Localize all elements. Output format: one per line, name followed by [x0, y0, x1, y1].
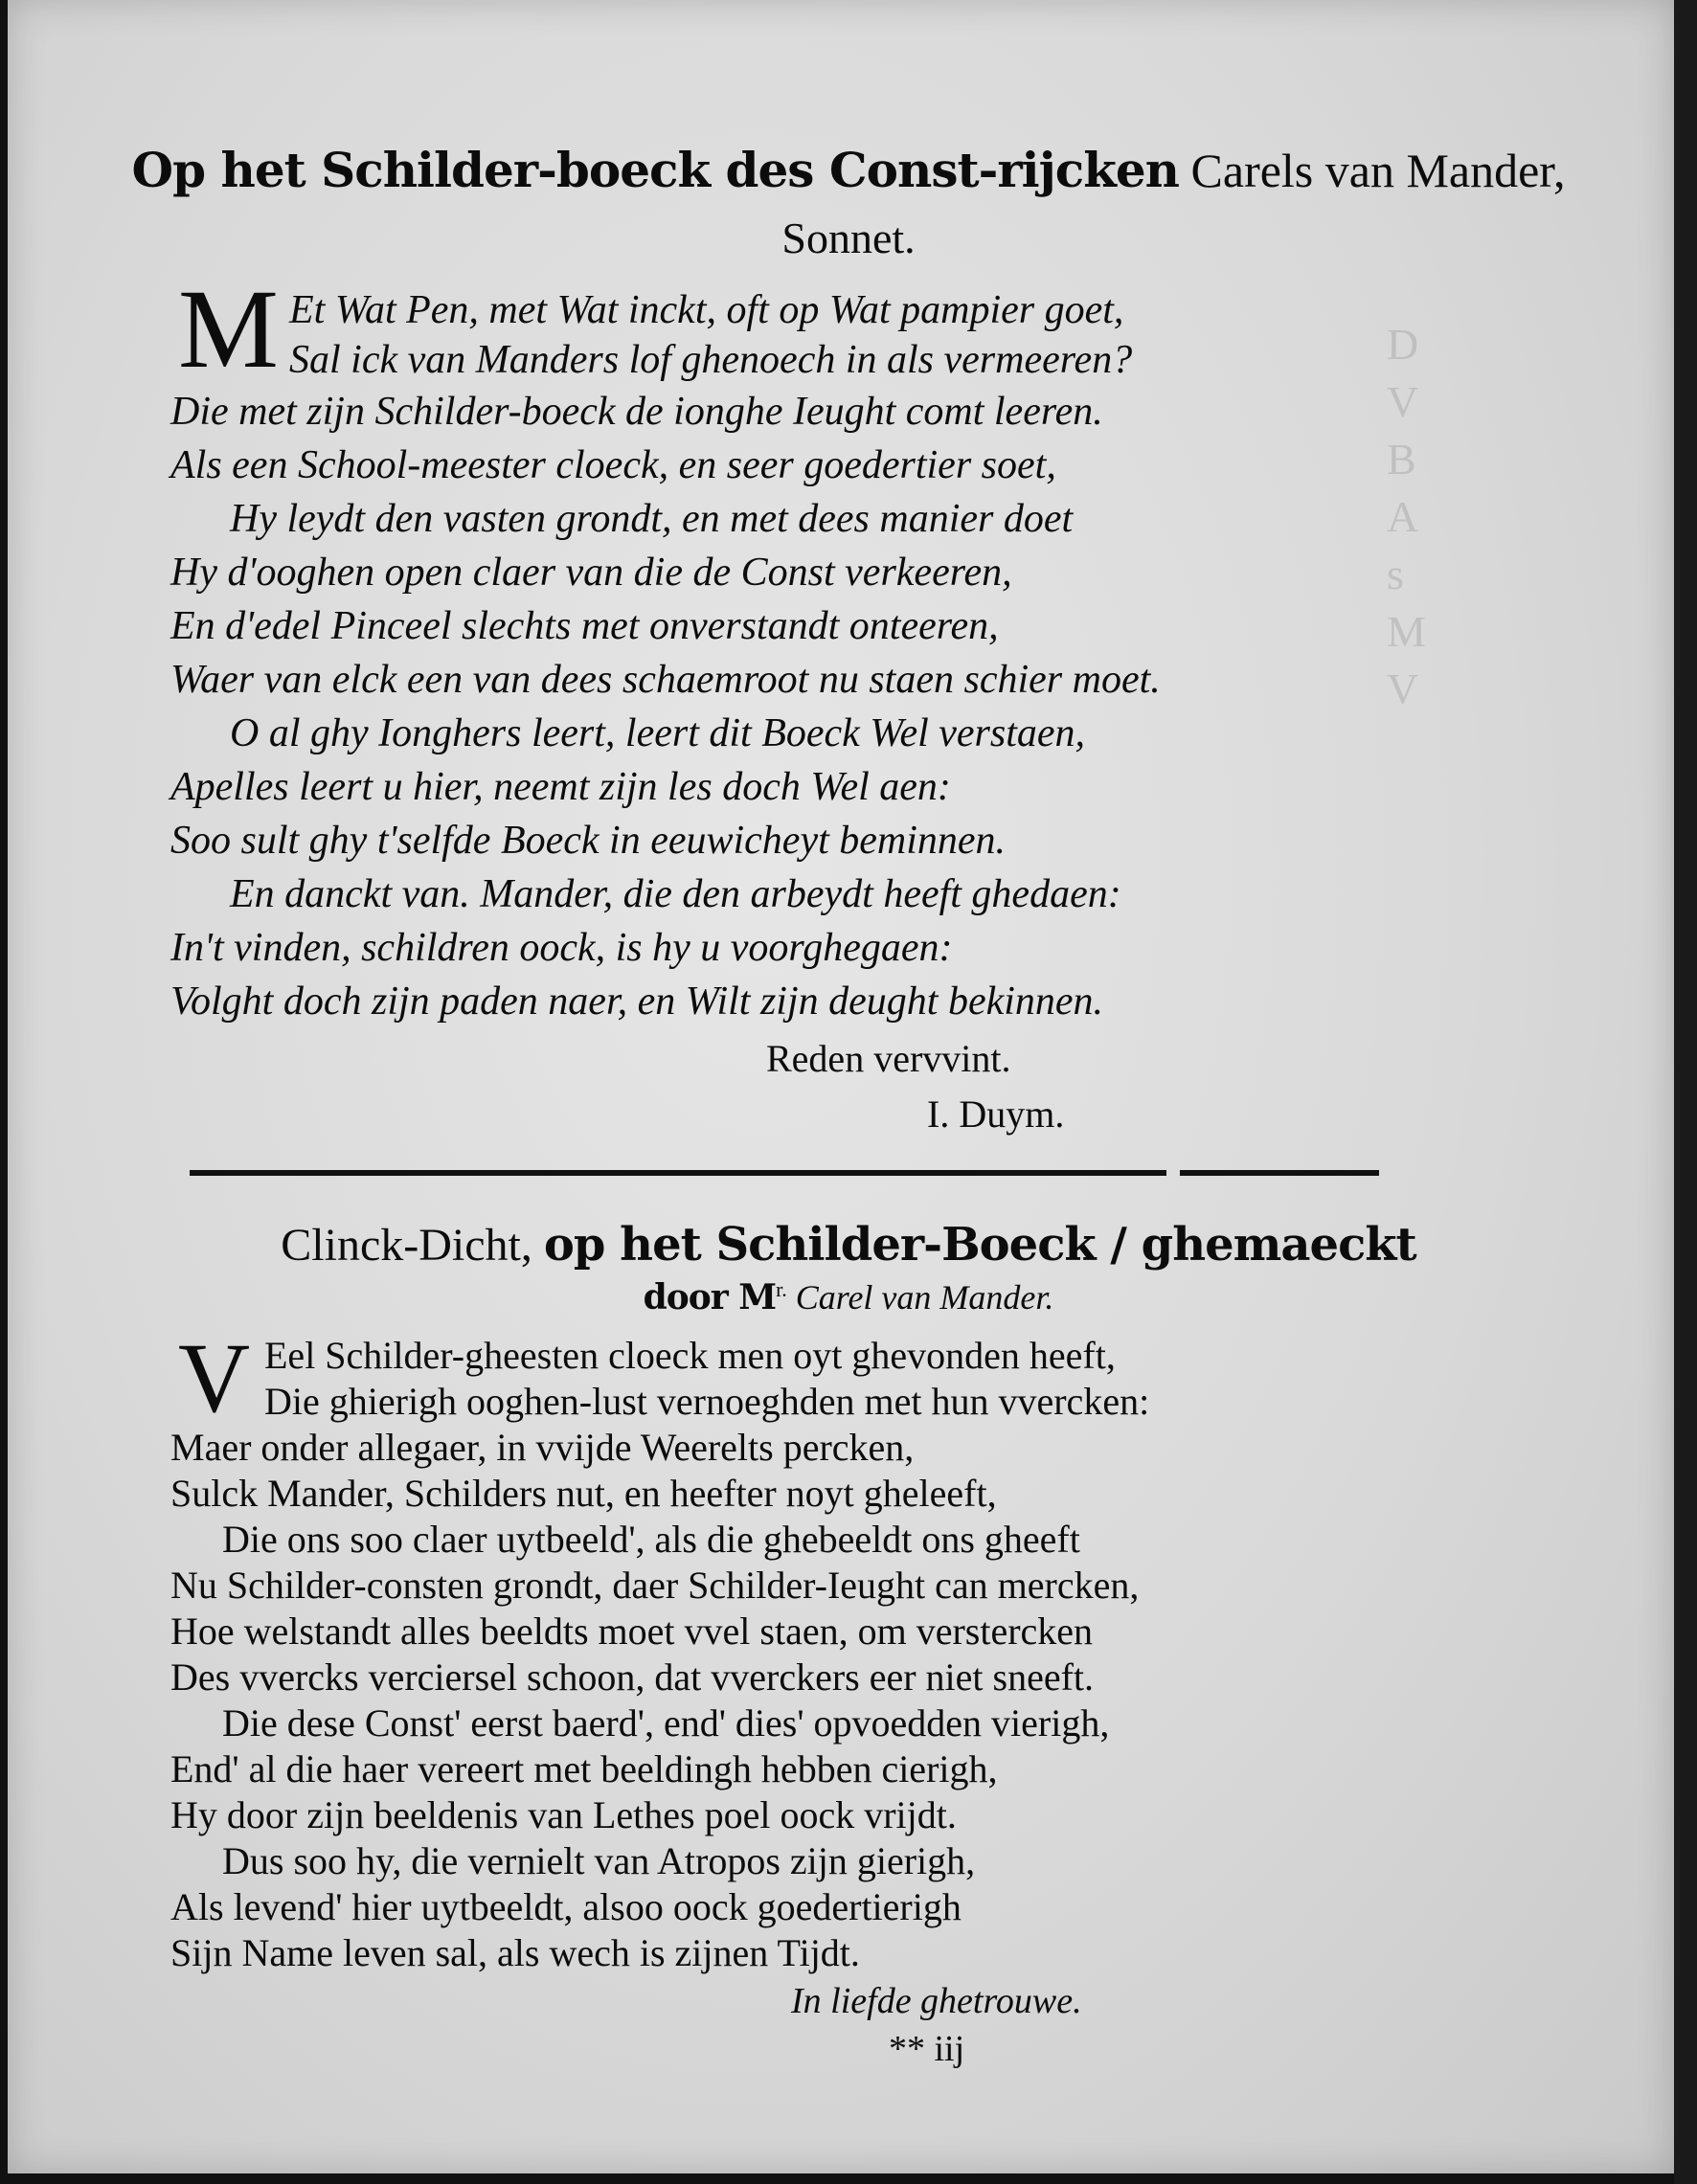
sonnet-line-4: Als een School-meester cloeck, en seer goedertier soet,: [170, 443, 1056, 487]
clinck-line-2: Die ghierigh ooghen-lust vernoeghden met hun vvercken:: [264, 1380, 1150, 1423]
sonnet-line-1: Et Wat Pen, met Wat inckt, oft op Wat pampier goet,: [289, 288, 1124, 332]
sonnet-line-8: Waer van elck een van dees schaemroot nu staen schier moet.: [170, 658, 1161, 702]
clinck-line-8: Des vvercks verciersel schoon, dat vverckers eer niet sneeft.: [170, 1655, 1095, 1699]
clinck-drop-cap: V: [178, 1323, 251, 1433]
clinck-line-5: Die ons soo claer uytbeeld', als die ghebeeldt ons gheeft: [222, 1518, 1080, 1561]
sonnet-line-7: En d'edel Pinceel slechts met onverstandt onteeren,: [170, 604, 999, 648]
sonnet-line-12: En danckt van. Mander, die den arbeydt heeft ghedaen:: [230, 872, 1121, 916]
sonnet-line-5: Hy leydt den vasten grondt, en met dees manier doet: [230, 497, 1074, 541]
clinck-title-blackletter: op het Schilder-Boeck / ghemaeckt: [543, 1218, 1416, 1272]
clinck-line-4: Sulck Mander, Schilders nut, en heefter noyt gheleeft,: [170, 1472, 997, 1515]
clinck-title-roman: Clinck-Dicht,: [281, 1220, 532, 1271]
clinck-title: [0, 1218, 1697, 1272]
clinck-line-3: Maer onder allegaer, in vvijde Weerelts percken,: [170, 1426, 915, 1469]
section-divider-left: [190, 1170, 1166, 1176]
sonnet-line-13: In't vinden, schildren oock, is hy u voorghegaen:: [170, 926, 953, 970]
section-divider-right: [1180, 1170, 1379, 1176]
clinck-line-11: Hy door zijn beeldenis van Lethes poel oock vrijdt.: [170, 1793, 957, 1836]
sonnet-subtitle: Sonnet.: [781, 214, 916, 262]
sonnet-title-blackletter: Op het Schilder-boeck des Const-rijcken: [131, 142, 1180, 198]
clinck-line-13: Als levend' hier uytbeeldt, alsoo oock goedertierigh: [170, 1885, 962, 1928]
sonnet-title: [0, 142, 1697, 198]
sonnet-line-6: Hy d'ooghen open claer van die de Const verkeeren,: [170, 551, 1012, 595]
clinck-byline-sup: r.: [776, 1277, 787, 1301]
sonnet-line-10: Apelles leert u hier, neemt zijn les doch Wel aen:: [170, 765, 951, 809]
clinck-line-9: Die dese Const' eerst baerd', end' dies' opvoedden vierigh,: [222, 1701, 1110, 1745]
clinck-line-6: Nu Schilder-consten grondt, daer Schilder-Ieught can mercken,: [170, 1564, 1140, 1607]
clinck-byline-italic: Carel van Mander.: [795, 1278, 1054, 1317]
sonnet-motto: Reden vervvint.: [766, 1037, 1011, 1080]
clinck-line-14: Sijn Name leven sal, als wech is zijnen Tijdt.: [170, 1931, 860, 1974]
page-signature: ** iij: [889, 2029, 965, 2069]
clinck-line-7: Hoe welstandt alles beeldts moet vvel staen, om verstercken: [170, 1610, 1094, 1653]
sonnet-line-11: Soo sult ghy t'selfde Boeck in eeuwicheyt beminnen.: [170, 819, 1007, 863]
clinck-line-1: Eel Schilder-gheesten cloeck men oyt ghevonden heeft,: [264, 1334, 1116, 1377]
clinck-byline: [0, 1277, 1697, 1317]
clinck-line-10: End' al die haer vereert met beeldingh hebben cierigh,: [170, 1747, 998, 1790]
clinck-line-12: Dus soo hy, die vernielt van Atropos zijn gierigh,: [222, 1839, 976, 1882]
sonnet-line-3: Die met zijn Schilder-boeck de ionghe Ieught comt leeren.: [170, 390, 1103, 434]
sonnet-line-9: O al ghy Ionghers leert, leert dit Boeck Wel verstaen,: [230, 711, 1086, 755]
sonnet-line-2: Sal ick van Manders lof ghenoech in als vermeeren?: [289, 338, 1133, 382]
sonnet-author: I. Duym.: [927, 1092, 1065, 1136]
clinck-motto: In liefde ghetrouwe.: [791, 1981, 1082, 2021]
sonnet-title-roman: Carels van Mander,: [1190, 144, 1566, 197]
sonnet-line-14: Volght doch zijn paden naer, en Wilt zijn deught bekinnen.: [170, 979, 1104, 1024]
sonnet-drop-cap: M: [178, 266, 279, 392]
bleed-through-shadow: D V B A s M V: [1387, 320, 1426, 713]
page-edge-shadow: [1674, 0, 1697, 2184]
clinck-byline-blackletter: door M: [643, 1277, 777, 1317]
